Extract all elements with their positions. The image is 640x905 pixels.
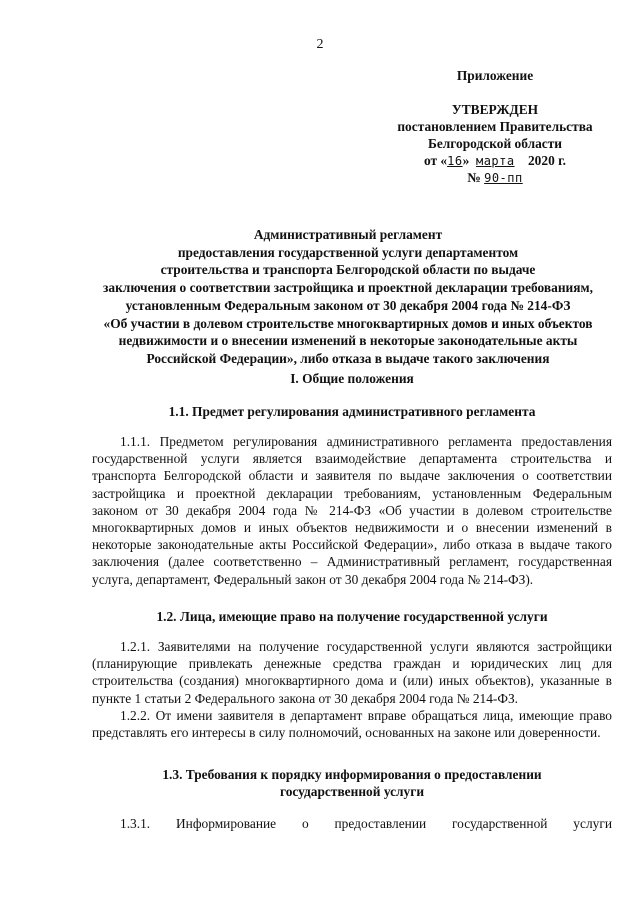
- approved-region: Белгородской области: [427, 136, 563, 151]
- subsection-heading: 1.1. Предмет регулирования административного регламента: [168, 404, 536, 419]
- approved-by: постановлением Правительства: [397, 119, 593, 134]
- page-number: 2: [316, 37, 324, 52]
- title-line: «Об участии в долевом строительстве многоквартирных домов и иных объектов: [103, 315, 593, 331]
- approval-number: [380, 169, 610, 187]
- paragraph-1-2-2: 1.2.2. От имени заявителя в департамент вправе обращаться лица, имеющие право представлять его интересы в силу полномочий, основанных на законе или доверенности.: [92, 708, 612, 741]
- paragraph-1-2-1: 1.2.1. Заявителями на получение государственной услуги являются застройщики (планирующие привлекать денежные средства граждан и юридических лиц для строительства (создания) многоквартирного дома и (или) иных объектов), указанные в пункте 1 статьи 2 Федерального закона от 30 декабря 2004 года № 214-ФЗ.: [92, 639, 612, 706]
- number-prefix: №: [467, 170, 481, 185]
- title-line: недвижимости и о внесении изменений в некоторые законодательные акты: [118, 333, 578, 349]
- date-year: 2020 г.: [527, 153, 567, 168]
- subsection-heading: 1.2. Лица, имеющие право на получение государственной услуги: [156, 609, 548, 624]
- subsection-heading: [92, 766, 612, 800]
- title-line: Российской Федерации», либо отказа в выдаче такого заключения: [146, 350, 550, 366]
- date-month: марта: [475, 154, 515, 168]
- heading-line: государственной услуги: [279, 784, 425, 799]
- title-line: Административный регламент: [253, 227, 443, 242]
- document-title: [78, 226, 618, 368]
- section-heading: I. Общие положения: [290, 371, 414, 386]
- approval-date: [380, 152, 610, 170]
- heading-line: 1.3. Требования к порядку информирования о предоставлении: [162, 767, 542, 782]
- paragraph-1-1-1: 1.1.1. Предметом регулирования административного регламента предоставления государственной услуги является взаимодействие департамента строительства и транспорта Белгородской области и заявителя по выдаче заключения о соответствии застройщика и проектной декларации требованиям, установленным Федеральным законом от 30 декабря 2004 года № 214-ФЗ «Об участии в долевом строительстве многоквартирных домов и иных объектов недвижимости и о внесении изменений в некоторые законодательные акты Российской Федерации», либо отказа в выдаче такого заключения (далее соответственно – Административный регламент, государственная услуга, департамент, Федеральный закон от 30 декабря 2004 года № 214-ФЗ).: [92, 434, 612, 587]
- appendix-label: Приложение: [456, 68, 534, 83]
- paragraph-1-3-1: 1.3.1. Информирование о предоставлении государственной услуги: [120, 816, 612, 831]
- approved-label: УТВЕРЖДЕН: [451, 102, 539, 117]
- title-line: предоставления государственной услуги департаментом: [177, 244, 519, 260]
- date-day: 16: [447, 154, 463, 168]
- title-line: строительства и транспорта Белгородской области по выдаче: [160, 262, 536, 278]
- title-line: заключения о соответствии застройщика и проектной декларации требованиям,: [103, 280, 593, 296]
- date-prefix: от «: [423, 153, 448, 168]
- date-mid: »: [462, 153, 470, 168]
- title-line: установленным Федеральным законом от 30 декабря 2004 года № 214-ФЗ: [125, 297, 571, 313]
- number-value: 90-пп: [484, 171, 523, 185]
